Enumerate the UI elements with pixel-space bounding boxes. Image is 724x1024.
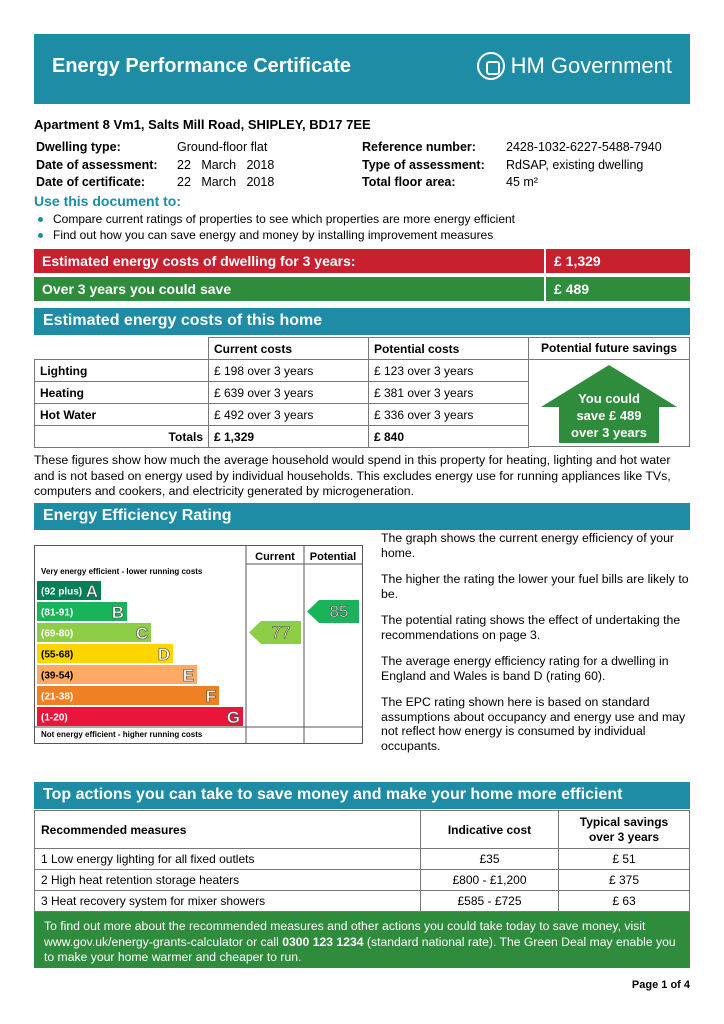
column-header: Recommended measures	[35, 811, 421, 849]
section-heading-costs: Estimated energy costs of this home	[34, 308, 690, 335]
more-info-box	[34, 912, 690, 968]
dwelling-type-value: Ground-floor flat	[177, 140, 268, 154]
list-item: Find out how you can save energy and money by installing improvement measures	[34, 228, 515, 244]
totals-current: £ 1,329	[209, 426, 369, 448]
potential-cost-cell: £ 381 over 3 years	[369, 382, 529, 404]
phone-number: 0300 123 1234	[282, 934, 364, 949]
band-range-label: (55-68)	[41, 649, 74, 661]
current-cost-cell: £ 198 over 3 years	[209, 360, 369, 382]
row-label: Hot Water	[35, 404, 209, 426]
property-address: Apartment 8 Vm1, Salts Mill Road, SHIPLEY, BD17 7EE	[34, 117, 371, 132]
energy-costs-table	[34, 337, 529, 448]
potential-cost-cell: £ 123 over 3 years	[369, 360, 529, 382]
date-certificate-label: Date of certificate:	[36, 175, 146, 189]
type-assessment-label: Type of assessment:	[362, 157, 485, 172]
savings-line-1: You could	[578, 391, 640, 406]
column-header: Typical savings over 3 years	[559, 811, 690, 849]
floor-area-label: Total floor area:	[362, 175, 456, 189]
future-savings-header: Potential future savings	[528, 337, 690, 360]
totals-potential: £ 840	[369, 426, 529, 448]
dwelling-type-label: Dwelling type:	[36, 140, 121, 154]
current-column-header: Current	[255, 551, 295, 563]
rating-text-paragraph: The average energy efficiency rating for a dwelling in England and Wales is band D (rating 60).	[381, 654, 669, 683]
band-range-label: (81-91)	[41, 607, 74, 619]
potential-column-header: Potential	[309, 551, 357, 563]
top-note: Very energy efficient - lower running costs	[41, 567, 203, 576]
use-document-heading: Use this document to:	[34, 193, 182, 209]
rating-text-paragraph: The potential rating shows the effect of undertaking the recommendations on page 3.	[381, 613, 681, 642]
estimated-costs-bar	[34, 249, 690, 273]
band-range-label: (21-38)	[41, 691, 74, 703]
current-rating-value: 77	[271, 623, 291, 642]
date-certificate-value: 22 March 2018	[177, 175, 275, 189]
type-assessment-value: RdSAP, existing dwelling	[506, 157, 644, 172]
potential-saving-bar	[34, 277, 690, 301]
band-range-label: (39-54)	[41, 670, 74, 682]
row-label: Heating	[35, 382, 209, 404]
section-heading-actions: Top actions you can take to save money and make your home more efficient	[34, 782, 690, 809]
band-range-label: (1-20)	[41, 712, 68, 724]
floor-area-value: 45 m²	[506, 175, 538, 189]
table-row: 3 Heat recovery system for mixer showers £585 - £725 £ 63	[35, 891, 690, 912]
rating-explanation	[381, 531, 689, 765]
more-info-text-end: (standard national rate). The Green Deal may enable you to make your home warmer and cheaper to run.	[44, 934, 676, 964]
date-assessment-value: 22 March 2018	[177, 157, 275, 172]
table-row: 1 Low energy lighting for all fixed outlets £35 £ 51	[35, 849, 690, 870]
page-title: Energy Performance Certificate	[52, 55, 352, 77]
list-item: Compare current ratings of properties to see which properties are more energy efficient	[34, 212, 515, 228]
recommended-measures-table	[34, 810, 690, 912]
band-letter: B	[111, 603, 124, 622]
more-info-text: To find out more about the recommended measures and other actions you could take today to save money, visit www.gov.uk/energy-grants-calculator or call	[44, 919, 646, 949]
reference-value: 2428-1032-6227-5488-7940	[506, 140, 662, 154]
band-letter: E	[182, 666, 194, 685]
savings-line-2: save £ 489	[576, 408, 642, 423]
date-assessment-label: Date of assessment:	[36, 157, 158, 172]
brand-name: HM Government	[510, 53, 672, 78]
potential-cost-cell: £ 336 over 3 years	[369, 404, 529, 426]
reference-label: Reference number:	[362, 140, 476, 154]
rating-text-paragraph: The graph shows the current energy efficiency of your home.	[381, 531, 675, 560]
band-letter: D	[157, 645, 170, 664]
savings-arrow	[529, 359, 689, 447]
current-cost-cell: £ 492 over 3 years	[209, 404, 369, 426]
band-range-label: (92 plus)	[41, 586, 83, 598]
crest-icon	[477, 52, 505, 80]
hm-government-logo	[477, 52, 672, 80]
row-label: Lighting	[35, 360, 209, 382]
energy-rating-chart	[34, 545, 364, 745]
totals-label: Totals	[35, 426, 209, 448]
future-savings-cell	[528, 359, 690, 447]
column-header: Potential costs	[369, 338, 529, 360]
band-letter: F	[205, 687, 216, 706]
potential-saving-label: Over 3 years you could save	[34, 277, 544, 301]
estimated-costs-value: £ 1,329	[546, 249, 690, 273]
column-header: Current costs	[209, 338, 369, 360]
section-heading-rating: Energy Efficiency Rating	[34, 503, 690, 530]
use-document-list	[34, 212, 515, 243]
band-letter: G	[226, 708, 240, 727]
table-row: 2 High heat retention storage heaters £800 - £1,200 £ 375	[35, 870, 690, 891]
costs-explanation: These figures show how much the average household would spend in this property for heating, lighting and hot water and is not based on energy used by individual households. This excludes energy use for running appliances like TVs, computers and cookers, and electricity generated by microgeneration.	[34, 453, 671, 498]
potential-saving-value: £ 489	[546, 277, 690, 301]
page-number: Page 1 of 4	[631, 979, 690, 991]
bottom-note: Not energy efficient - higher running costs	[41, 730, 203, 739]
band-range-label: (69-80)	[41, 628, 74, 640]
header-banner	[34, 34, 690, 104]
current-cost-cell: £ 639 over 3 years	[209, 382, 369, 404]
band-letter: C	[135, 624, 148, 643]
column-header: Indicative cost	[421, 811, 559, 849]
estimated-costs-label: Estimated energy costs of dwelling for 3 years:	[34, 249, 544, 273]
rating-text-paragraph: The higher the rating the lower your fuel bills are likely to be.	[381, 572, 689, 601]
savings-line-3: over 3 years	[571, 425, 647, 440]
rating-band-g	[37, 707, 243, 726]
band-letter: A	[85, 582, 98, 601]
potential-rating-value: 85	[329, 602, 349, 621]
rating-text-paragraph: The EPC rating shown here is based on standard assumptions about occupancy and energy use and may not reflect how energy is consumed by individual occupants.	[381, 695, 686, 753]
